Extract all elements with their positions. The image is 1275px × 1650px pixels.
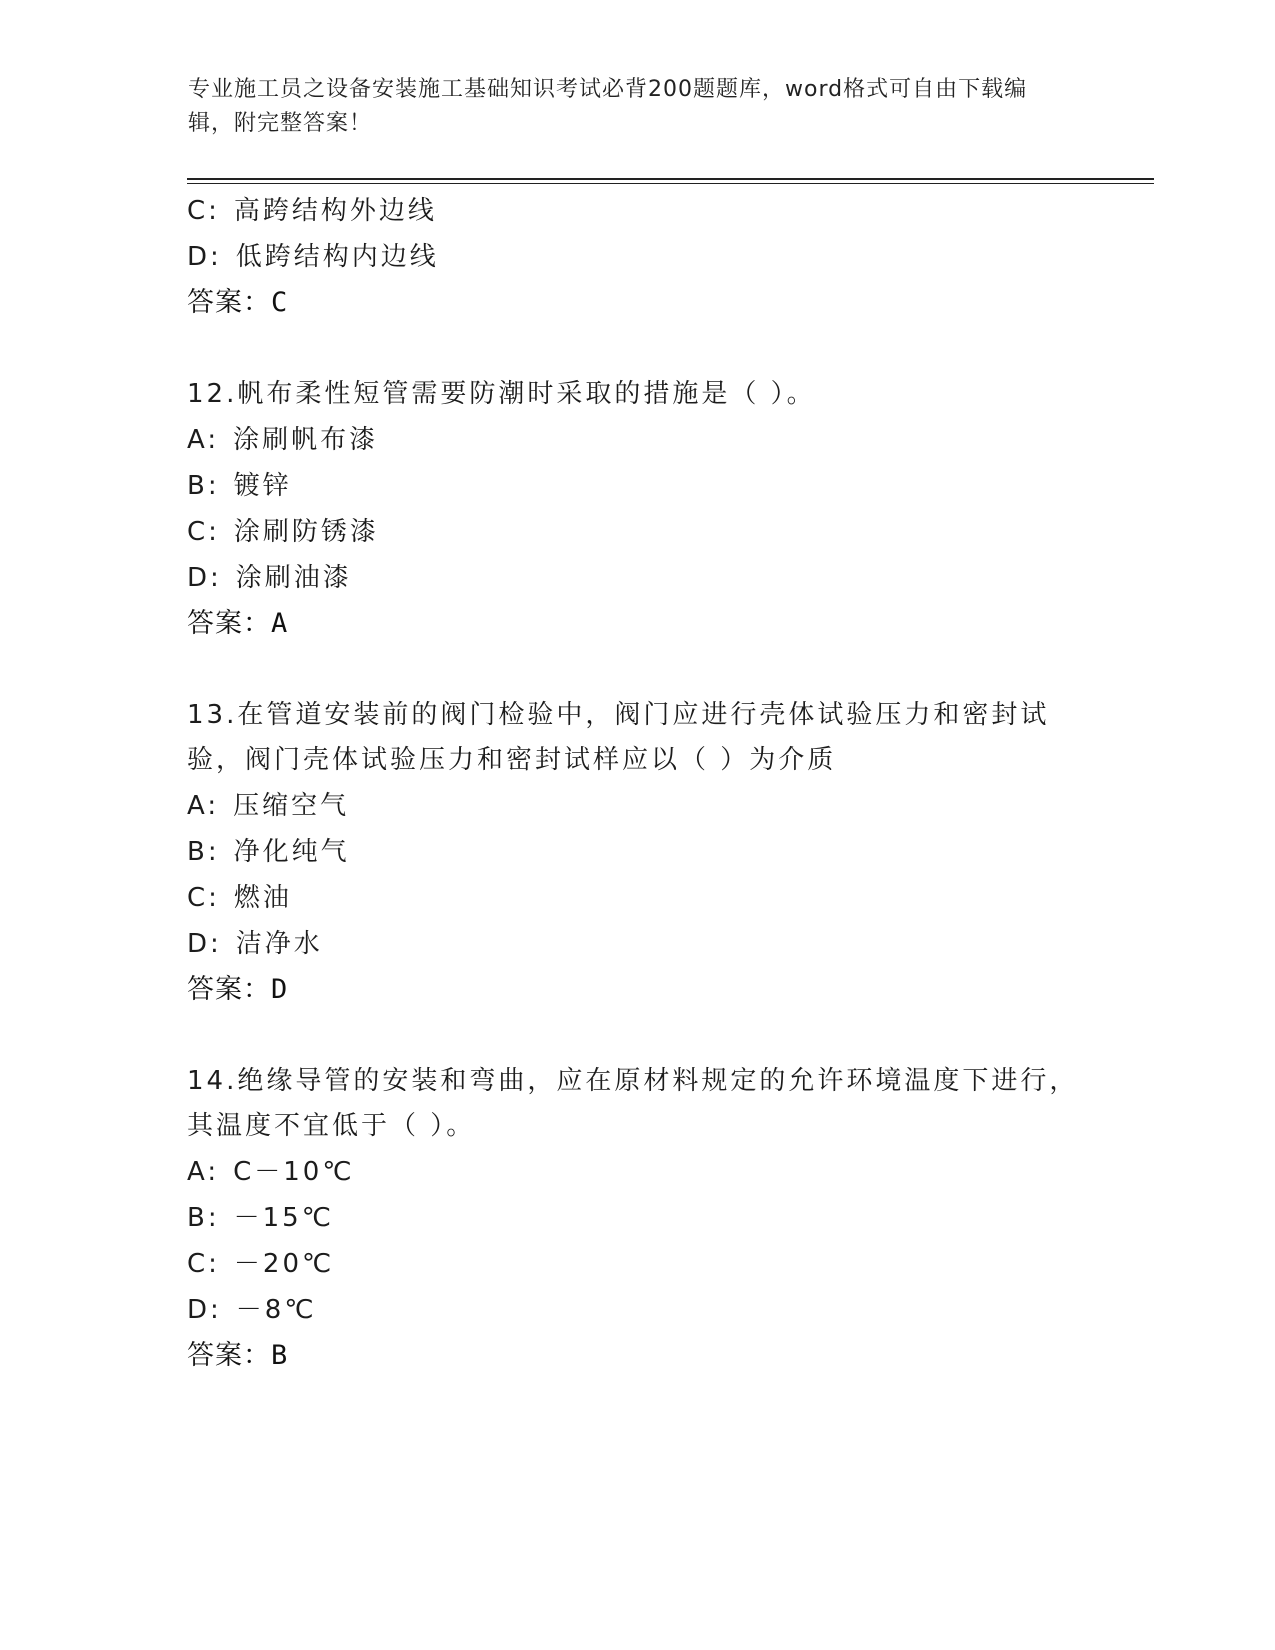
option-c [187,188,1087,234]
option-letter: D: [187,1295,222,1325]
question-stem: 14.绝缘导管的安装和弯曲，应在原材料规定的允许环境温度下进行，其温度不宜低于（ ）。 [187,1066,1079,1141]
option-b [187,829,1087,875]
option-text: C－10℃ [233,1157,355,1187]
option-letter: C: [187,1249,220,1279]
option-d [187,921,1087,967]
option-text: 涂刷油漆 [235,563,352,593]
option-letter: B: [187,471,220,501]
option-text: 高跨结构外边线 [233,196,437,226]
answer-line [187,1333,1087,1379]
option-c [187,1241,1087,1287]
header-divider-thin [187,183,1154,184]
option-d [187,1287,1087,1333]
option-text: 洁净水 [235,929,323,959]
option-letter: D: [187,563,222,593]
option-text: －20℃ [233,1249,335,1279]
option-c [187,875,1087,921]
question-stem: 12.帆布柔性短管需要防潮时采取的措施是（ ）。 [187,379,816,409]
question-body [187,188,1087,1379]
option-letter: A: [187,425,220,455]
option-letter: A: [187,1157,220,1187]
option-d [187,234,1087,280]
option-c [187,509,1087,555]
answer-value: D [271,974,289,1005]
answer-line [187,601,1087,647]
option-text: 涂刷帆布漆 [233,425,379,455]
answer-label: 答案： [187,974,271,1005]
option-text: －8℃ [235,1295,317,1325]
option-b [187,463,1087,509]
option-text: 净化纯气 [233,837,350,867]
option-letter: C: [187,196,220,226]
option-text: 压缩空气 [233,791,350,821]
answer-value: C [271,287,289,318]
question-stem: 13.在管道安装前的阀门检验中，阀门应进行壳体试验压力和密封试验，阀门壳体试验压力和密封试样应以（ ）为介质 [187,700,1050,775]
option-a [187,1149,1087,1195]
option-letter: A: [187,791,220,821]
answer-value: A [271,608,289,639]
answer-label: 答案： [187,608,271,639]
page-header: 专业施工员之设备安装施工基础知识考试必背200题题库，word格式可自由下载编辑，附完整答案！ [188,77,1028,136]
option-text: 镀锌 [233,471,292,501]
answer-line [187,280,1087,326]
option-d [187,555,1087,601]
option-text: －15℃ [233,1203,334,1233]
header-divider [187,178,1154,180]
answer-value: B [271,1340,289,1371]
option-a [187,417,1087,463]
option-b [187,1195,1087,1241]
option-letter: B: [187,1203,220,1233]
option-text: 燃油 [233,883,292,913]
answer-label: 答案： [187,1340,271,1371]
option-text: 低跨结构内边线 [235,242,439,272]
answer-label: 答案： [187,287,271,318]
option-letter: C: [187,883,220,913]
option-letter: B: [187,837,220,867]
option-a [187,783,1087,829]
option-letter: C: [187,517,220,547]
option-letter: D: [187,929,222,959]
answer-line [187,967,1087,1013]
option-letter: D: [187,242,222,272]
option-text: 涂刷防锈漆 [233,517,379,547]
